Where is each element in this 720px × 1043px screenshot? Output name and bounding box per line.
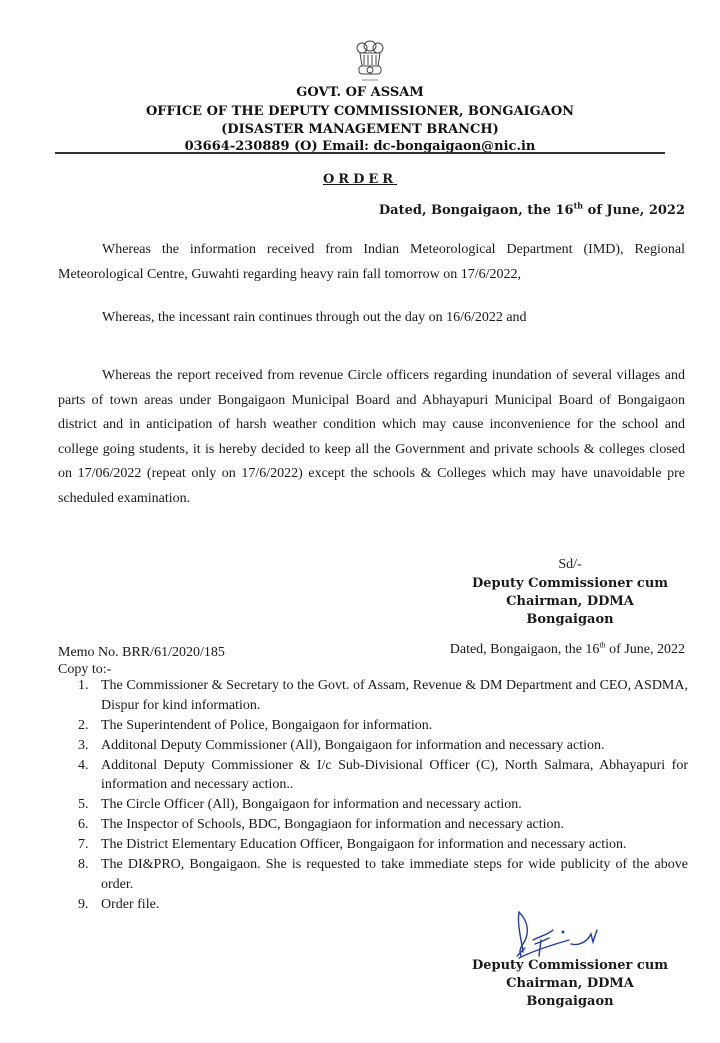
list-item — [78, 756, 688, 795]
signatory-place: Bongaigaon — [526, 612, 614, 627]
memo-date — [450, 642, 685, 658]
memo-number: Memo No. BRR/61/2020/185 — [58, 645, 225, 660]
list-item — [78, 676, 688, 715]
item-text: The District Elementary Education Officer, Bongaigaon for information and necessary action. — [101, 837, 627, 852]
list-item — [78, 736, 688, 756]
signatory-block-2 — [455, 957, 685, 1011]
item-number: 5. — [78, 797, 89, 812]
signatory-title: Deputy Commissioner cum — [471, 576, 669, 591]
handwritten-signature-icon — [505, 910, 625, 960]
item-text: The Superintendent of Police, Bongaigaon for information. — [101, 717, 433, 733]
signatory-place: Bongaigaon — [526, 994, 614, 1009]
item-text: Order file. — [101, 896, 160, 912]
item-text: The Commissioner & Secretary to the Govt. of Assam, Revenue & DM Department and CEO, ASDMA, Dispur for kind information. — [101, 678, 688, 713]
header-divider — [55, 152, 665, 154]
copy-to-label: Copy to:- — [58, 662, 112, 677]
memo-date-sup: th — [599, 640, 606, 650]
item-number: 7. — [78, 837, 89, 852]
order-date-suffix: of June, 2022 — [583, 203, 685, 218]
item-number: 6. — [78, 817, 89, 832]
paragraph-rain: Whereas, the incessant rain continues through out the day on 16/6/2022 and — [102, 310, 527, 325]
memo-date-prefix: Dated, Bongaigaon, the 16 — [449, 642, 600, 657]
item-number: 4. — [78, 757, 89, 773]
item-text: Additonal Deputy Commissioner (All), Bongaigaon for information and necessary action. — [101, 737, 605, 753]
list-item — [78, 815, 688, 835]
order-date-prefix: Dated, Bongaigaon, the 16 — [378, 203, 574, 218]
signatory-role: Chairman, DDMA — [506, 976, 634, 991]
recipient-list — [78, 676, 688, 915]
item-text: The Inspector of Schools, BDC, Bongagiaon for information and necessary action. — [101, 817, 565, 832]
list-item — [78, 795, 688, 815]
office-title: OFFICE OF THE DEPUTY COMMISSIONER, BONGAIGAON — [145, 104, 575, 119]
list-item — [78, 855, 688, 894]
order-date-sup: th — [573, 200, 584, 211]
national-emblem-icon — [350, 38, 390, 84]
item-number: 1. — [78, 678, 89, 693]
item-number: 2. — [78, 717, 89, 733]
item-text: The Circle Officer (All), Bongaigaon for information and necessary action. — [101, 797, 522, 812]
govt-title: GOVT. OF ASSAM — [296, 85, 424, 100]
order-date — [378, 200, 685, 218]
memo-date-suffix: of June, 2022 — [605, 642, 685, 657]
item-text: Additonal Deputy Commissioner & I/c Sub-Divisional Officer (C), North Salmara, Abhayapuri for information and necessary action.. — [101, 757, 688, 792]
signatory-role: Chairman, DDMA — [506, 594, 634, 609]
paragraph-imd: Whereas the information received from Indian Meteorological Department (IMD), Regional Meteorological Centre, Guwahti regarding heavy rain fall tomorrow on 17/6/2022, — [58, 242, 685, 282]
item-number: 3. — [78, 737, 89, 753]
signatory-block-1 — [455, 575, 685, 629]
item-text: The DI&PRO, Bongaigaon. She is requested to take immediate steps for wide publicity of the above order. — [101, 857, 688, 892]
item-number: 9. — [78, 896, 89, 912]
list-item — [78, 716, 688, 736]
contact-line: 03664-230889 (O) Email: dc-bongaigaon@nic.in — [184, 139, 536, 154]
signed-mark: Sd/- — [558, 557, 582, 572]
paragraph-decision: Whereas the report received from revenue Circle officers regarding inundation of several villages and parts of town areas under Bongaigaon Municipal Board and Abhayapuri Municipal Board of Bongaigaon district and in anticipation of harsh weather condition which may cause inconvenience for the school and college going students, it is hereby decided to keep all the Government and private schools & colleges closed on 17/06/2022 (repeat only on 17/6/2022) except the schools & Colleges which may have unavoidable pre scheduled examination. — [58, 368, 685, 506]
item-number: 8. — [78, 857, 89, 872]
branch-title: (DISASTER MANAGEMENT BRANCH) — [221, 122, 499, 137]
signatory-title: Deputy Commissioner cum — [471, 958, 669, 973]
list-item — [78, 835, 688, 855]
order-title: ORDER — [322, 172, 398, 187]
